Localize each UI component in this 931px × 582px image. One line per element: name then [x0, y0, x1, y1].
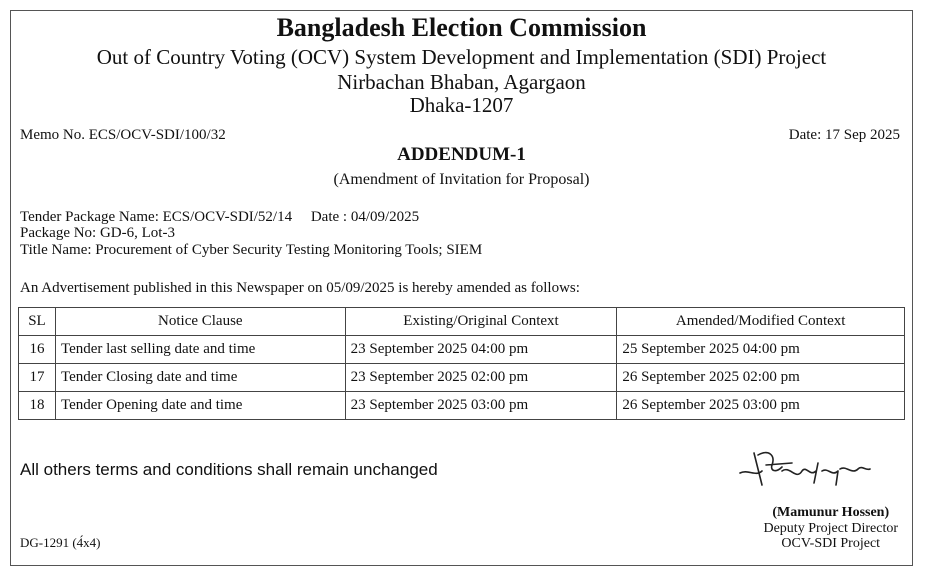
others-unchanged-note: All others terms and conditions shall remain unchanged — [20, 460, 438, 479]
cell-existing: 23 September 2025 02:00 pm — [345, 364, 617, 392]
header-existing-context: Existing/Original Context — [345, 308, 617, 336]
cell-amended: 26 September 2025 02:00 pm — [617, 364, 905, 392]
table-row — [19, 336, 905, 364]
project-name: Out of Country Voting (OCV) System Development and Implementation (SDI) Project — [96, 45, 827, 69]
address-line-2: Dhaka-1207 — [409, 93, 514, 117]
package-number-line: Package No: GD-6, Lot-3 — [20, 225, 175, 241]
signatory-designation: Deputy Project Director — [763, 520, 898, 536]
document-title: ADDENDUM-1 — [397, 144, 526, 165]
signatory-project: OCV-SDI Project — [781, 536, 881, 551]
table-row — [19, 392, 905, 420]
header-sl: SL — [19, 308, 56, 336]
advertisement-statement: An Advertisement published in this Newspaper on 05/09/2025 is hereby amended as follows: — [20, 280, 580, 296]
cell-existing: 23 September 2025 03:00 pm — [345, 392, 617, 420]
cell-clause: Tender last selling date and time — [55, 336, 345, 364]
memo-number: Memo No. ECS/OCV-SDI/100/32 — [20, 127, 226, 143]
amendment-table — [18, 307, 905, 420]
title-name-line: Title Name: Procurement of Cyber Security Testing Monitoring Tools; SIEM — [20, 242, 483, 258]
document-subtitle: (Amendment of Invitation for Proposal) — [333, 171, 590, 188]
cell-sl: 17 — [19, 364, 56, 392]
address-line-1: Nirbachan Bhaban, Agargaon — [337, 70, 586, 94]
cell-clause: Tender Closing date and time — [55, 364, 345, 392]
cell-sl: 18 — [19, 392, 56, 420]
table-row — [19, 364, 905, 392]
cell-amended: 26 September 2025 03:00 pm — [617, 392, 905, 420]
tender-package-line: Tender Package Name: ECS/OCV-SDI/52/14 Date : 04/09/2025 — [20, 209, 420, 225]
cell-sl: 16 — [19, 336, 56, 364]
cell-amended: 25 September 2025 04:00 pm — [617, 336, 905, 364]
org-name: Bangladesh Election Commission — [276, 13, 647, 42]
table-header-row — [19, 308, 905, 336]
signatory-block — [763, 505, 898, 552]
cell-existing: 23 September 2025 04:00 pm — [345, 336, 617, 364]
signatory-name: (Mamunur Hossen) — [772, 505, 890, 520]
header-notice-clause: Notice Clause — [55, 308, 345, 336]
cell-clause: Tender Opening date and time — [55, 392, 345, 420]
header-amended-context: Amended/Modified Context — [617, 308, 905, 336]
footer-code: DG-1291 (4́x4) — [20, 535, 101, 550]
handwritten-signature — [736, 441, 876, 501]
memo-date: Date: 17 Sep 2025 — [788, 127, 900, 143]
notice-frame — [10, 10, 913, 566]
